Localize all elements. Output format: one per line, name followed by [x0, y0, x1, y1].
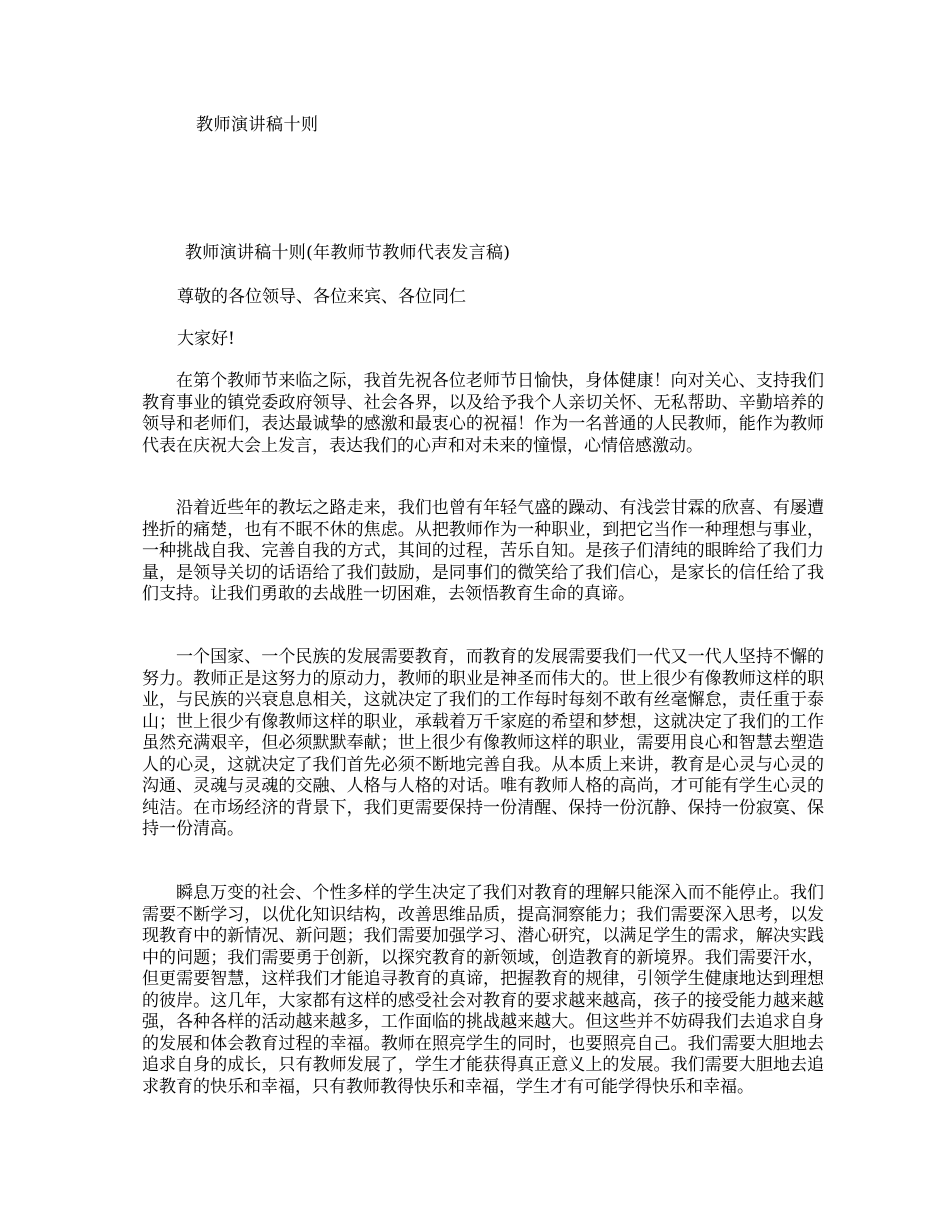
- salutation: 尊敬的各位领导、各位来宾、各位同仁: [177, 287, 466, 307]
- body-paragraph: 沿着近些年的教坛之路走来，我们也曾有年轻气盛的躁动、有浅尝甘霖的欣喜、有屡遭挫折的痛楚，也有不眠不休的焦虑。从把教师作为一种职业，到把它当作一种理想与事业，一种挑战自我、完善自我的方式，其间的过程，苦乐自知。是孩子们清纯的眼眸给了我们力量，是领导关切的话语给了我们鼓励，是同事们的微笑给了我们信心，是家长的信任给了我们支持。让我们勇敢的去战胜一切困难，去领悟教育生命的真谛。: [142, 498, 824, 604]
- greeting: 大家好!: [177, 329, 235, 349]
- document-title: 教师演讲稿十则: [196, 115, 319, 135]
- body-paragraph: 在第个教师节来临之际，我首先祝各位老师节日愉快，身体健康！向对关心、支持我们教育事业的镇党委政府领导、社会各界，以及给予我个人亲切关怀、无私帮助、辛勤培养的领导和老师们，表达最诚挚的感激和最衷心的祝福！作为一名普通的人民教师，能作为教师代表在庆祝大会上发言，表达我们的心声和对未来的憧憬，心情倍感激动。: [142, 371, 824, 456]
- speech-subtitle: 教师演讲稿十则(年教师节教师代表发言稿): [185, 243, 511, 263]
- body-paragraph: 一个国家、一个民族的发展需要教育，而教育的发展需要我们一代又一代人坚持不懈的努力。教师正是这努力的原动力，教师的职业是神圣而伟大的。世上很少有像教师这样的职业，与民族的兴衰息息相关，这就决定了我们的工作每时每刻不敢有丝毫懈怠，责任重于泰山；世上很少有像教师这样的职业，承载着万千家庭的希望和梦想，这就决定了我们的工作虽然充满艰辛，但必须默默奉献；世上很少有像教师这样的职业，需要用良心和智慧去塑造人的心灵，这就决定了我们首先必须不断地完善自我。从本质上来讲，教育是心灵与心灵的沟通、灵魂与灵魂的交融、人格与人格的对话。唯有教师人格的高尚，才可能有学生心灵的纯洁。在市场经济的背景下，我们更需要保持一份清醒、保持一份沉静、保持一份寂寞、保持一份清高。: [142, 647, 824, 839]
- body-paragraph: 瞬息万变的社会、个性多样的学生决定了我们对教育的理解只能深入而不能停止。我们需要不断学习，以优化知识结构，改善思维品质，提高洞察能力；我们需要深入思考，以发现教育中的新情况、新问题；我们需要加强学习、潜心研究，以满足学生的需求，解决实践中的问题；我们需要勇于创新，以探究教育的新领域，创造教育的新境界。我们需要汗水，但更需要智慧，这样我们才能追寻教育的真谛，把握教育的规律，引领学生健康地达到理想的彼岸。这几年，大家都有这样的感受社会对教育的要求越来越高，孩子的接受能力越来越强，各种各样的活动越来越多，工作面临的挑战越来越大。但这些并不妨碍我们去追求自身的发展和体会教育过程的幸福。教师在照亮学生的同时，也要照亮自己。我们需要大胆地去追求自身的成长，只有教师发展了，学生才能获得真正意义上的发展。我们需要大胆地去追求教育的快乐和幸福，只有教师教得快乐和幸福，学生才有可能学得快乐和幸福。: [142, 883, 824, 1097]
